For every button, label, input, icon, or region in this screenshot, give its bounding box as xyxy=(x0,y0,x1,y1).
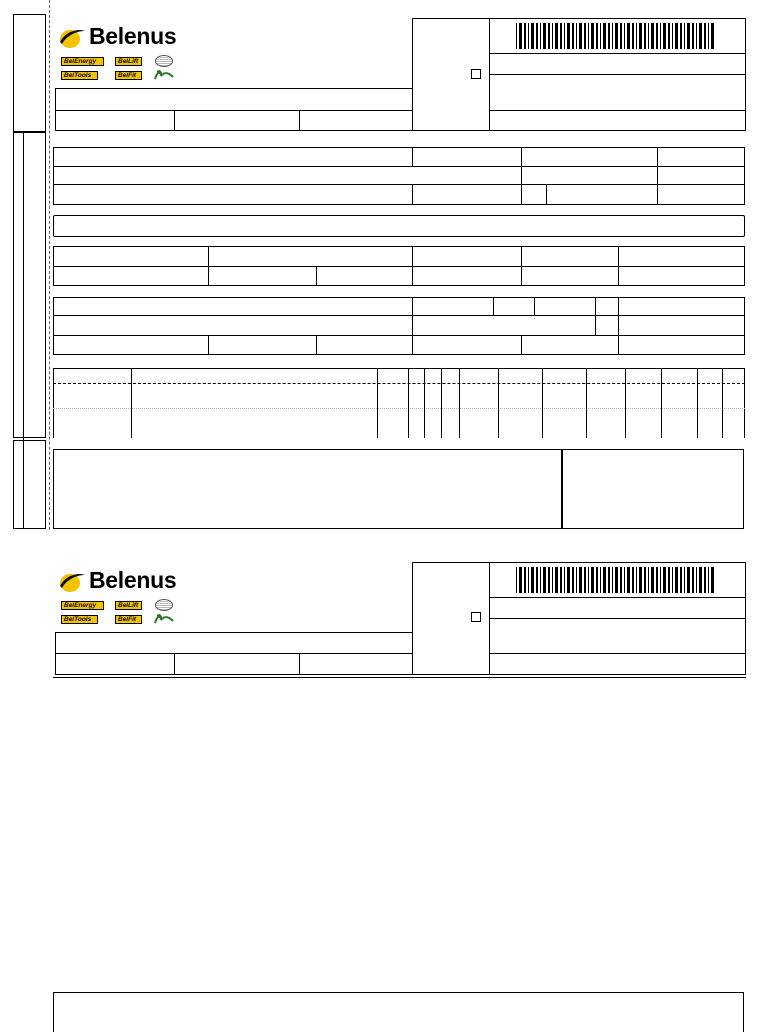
brand-badge-belfit: BelFit xyxy=(115,71,142,80)
form-table-3-row xyxy=(53,335,745,336)
items-table-col xyxy=(661,368,662,438)
company-name-copy: Belenus xyxy=(89,567,177,593)
round-seal-icon xyxy=(155,599,173,611)
green-script-logo-icon xyxy=(153,612,175,626)
margin-column-top xyxy=(13,14,46,132)
brand-badge-belfit-copy: BelFit xyxy=(115,615,142,624)
form-table-2-col xyxy=(316,266,317,286)
form-table-3-col xyxy=(493,297,494,315)
form-table-3 xyxy=(53,297,745,355)
form-table-3-col xyxy=(412,297,413,355)
form-field-wide xyxy=(53,215,745,237)
form-table-1-col xyxy=(657,147,658,205)
notes-divider xyxy=(561,449,563,529)
brand-badge-belenergy: BelEnergy xyxy=(61,57,104,66)
brand-badge-bellift: BelLift xyxy=(115,57,142,66)
header-info-col xyxy=(174,653,175,675)
items-table-col xyxy=(498,368,499,438)
brand-badge-beltools: BelTools xyxy=(61,71,98,80)
items-table-col xyxy=(459,368,460,438)
header-right-row xyxy=(489,53,746,54)
company-logo xyxy=(57,20,197,56)
margin-column-middle xyxy=(13,132,46,438)
form-table-1-col xyxy=(546,184,547,205)
items-table-col xyxy=(625,368,626,438)
cut-line xyxy=(49,0,50,530)
header-info-col xyxy=(299,110,300,131)
form-table-3-col xyxy=(208,335,209,355)
form-table-3-col xyxy=(521,335,522,355)
form-table-3-col xyxy=(534,297,535,315)
items-table-col xyxy=(586,368,587,438)
company-logo-copy xyxy=(57,564,197,600)
form-table-2-col xyxy=(208,246,209,286)
company-name: Belenus xyxy=(89,23,177,49)
header-right-row xyxy=(489,653,746,654)
form-table-2-col xyxy=(412,246,413,286)
belenus-swoosh-icon xyxy=(57,22,87,52)
items-table-col xyxy=(377,368,378,438)
form-table-3-col xyxy=(316,335,317,355)
header-info-col xyxy=(174,110,175,131)
header-right-row xyxy=(489,597,746,598)
form-table-2-col xyxy=(618,246,619,286)
brand-badge-belenergy-copy: BelEnergy xyxy=(61,601,104,610)
form-table-1 xyxy=(53,147,745,205)
header-checkbox-copy[interactable] xyxy=(471,612,481,622)
margin-column-bottom xyxy=(13,440,46,529)
items-header-separator xyxy=(53,383,745,384)
header-right-row xyxy=(489,110,746,111)
form-table-1-col xyxy=(412,184,413,205)
brand-badge-beltools-copy: BelTools xyxy=(61,615,98,624)
items-table-col xyxy=(131,368,132,438)
form-table-1-row xyxy=(53,166,745,167)
form-table-1-col xyxy=(521,147,522,205)
header-right-row xyxy=(489,618,746,619)
round-seal-icon xyxy=(155,55,173,67)
form-table-3-col xyxy=(618,297,619,355)
items-table-col xyxy=(722,368,723,438)
header-right-row xyxy=(489,74,746,75)
form-table-2-col xyxy=(521,246,522,286)
items-table-col xyxy=(441,368,442,438)
form-table-2-row xyxy=(53,266,745,267)
items-table-col xyxy=(542,368,543,438)
items-table-col xyxy=(408,368,409,438)
header-checkbox[interactable] xyxy=(471,69,481,79)
barcode-icon xyxy=(516,567,716,593)
copy-bottom-box xyxy=(53,992,744,1032)
items-table xyxy=(53,368,745,438)
items-table-col xyxy=(424,368,425,438)
form-table-3-col xyxy=(595,297,596,335)
items-row-separator xyxy=(53,408,745,409)
green-script-logo-icon xyxy=(153,68,175,82)
copy-bottom-rule xyxy=(53,677,746,678)
margin-inner-line xyxy=(23,132,24,529)
notes-box xyxy=(53,449,744,529)
brand-badge-bellift-copy: BelLift xyxy=(115,601,142,610)
belenus-swoosh-icon xyxy=(57,566,87,596)
header-info-divider xyxy=(55,110,413,111)
barcode-icon xyxy=(516,23,716,49)
items-table-col xyxy=(697,368,698,438)
form-table-3-row xyxy=(53,315,745,316)
header-info-divider xyxy=(55,653,413,654)
form-table-1-col xyxy=(412,147,413,167)
form-table-1-row xyxy=(53,184,745,185)
header-info-col xyxy=(299,653,300,675)
